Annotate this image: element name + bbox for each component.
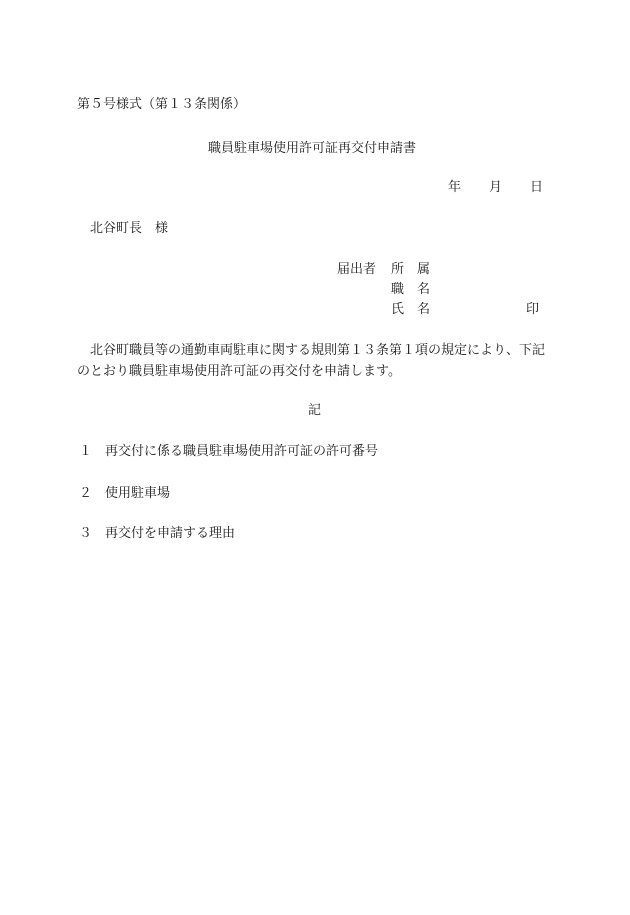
seal-mark: 印: [526, 302, 540, 317]
item-label: 再交付に係る職員駐車場使用許可証の許可番号: [105, 444, 379, 459]
date-day-label: 日: [530, 180, 544, 195]
position-field-label: 職 名: [391, 282, 431, 297]
date-year-label: 年: [448, 180, 462, 195]
addressee: 北谷町長 様: [90, 221, 169, 236]
affiliation-field-label: 所 属: [391, 262, 431, 277]
body-text-line-2: のとおり職員駐車場使用許可証の再交付を申請します。: [77, 364, 401, 379]
list-item: [79, 444, 378, 460]
body-text-line-1: 北谷町職員等の通勤車両駐車に関する規則第１３条第１項の規定により、下記: [90, 343, 546, 358]
name-field-label: 氏 名: [391, 302, 431, 317]
ki-heading: 記: [308, 403, 322, 418]
item-number: １: [79, 444, 93, 459]
item-label: 使用駐車場: [105, 486, 171, 501]
list-item: [79, 486, 170, 502]
list-item: [79, 526, 235, 542]
date-month-label: 月: [489, 180, 503, 195]
applicant-label: 届出者: [337, 262, 377, 277]
item-number: ３: [79, 526, 93, 541]
item-number: ２: [79, 486, 93, 501]
document-title: 職員駐車場使用許可証再交付申請書: [208, 141, 417, 156]
item-label: 再交付を申請する理由: [105, 526, 236, 541]
form-number: 第５号様式（第１３条関係）: [77, 97, 247, 112]
